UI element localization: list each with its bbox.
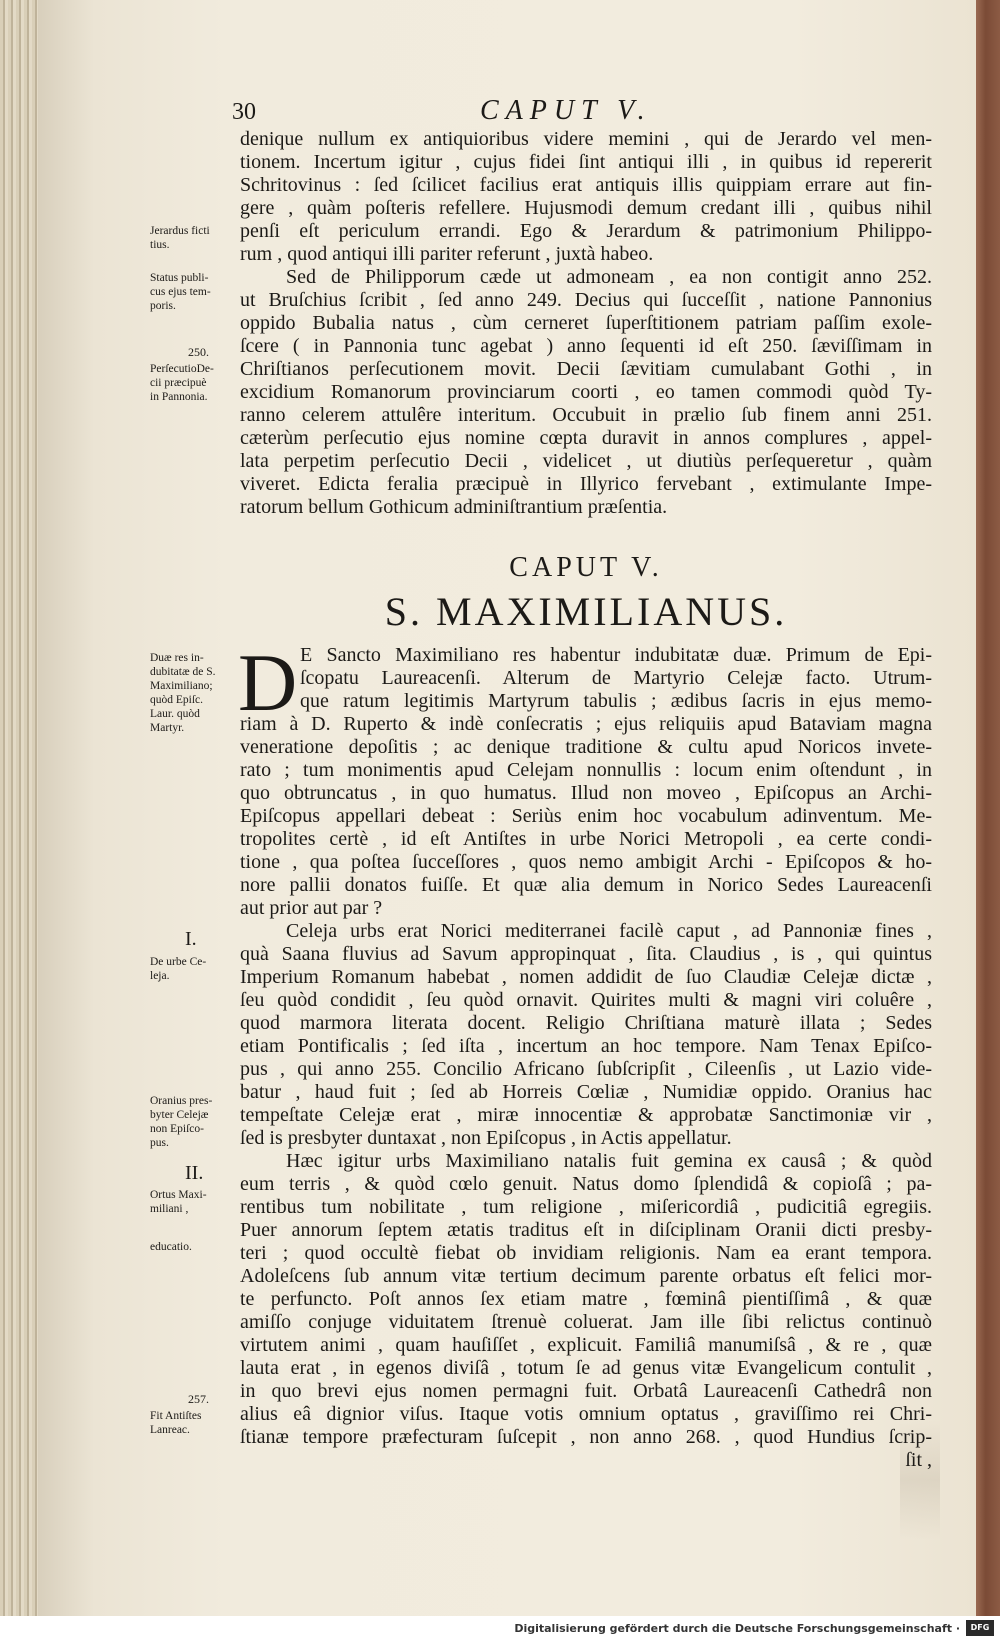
text-line: alius eâ dignior viſus. Itaque votis omnium optatus , graviſſimo rei Chri- — [240, 1403, 932, 1425]
text-line: rum , quod antiqui illi pariter referunt , juxtà habeo. — [240, 243, 654, 265]
text-line: ſtianæ tempore præfecturam ſuſcepit , non anno 268. , quod Hundius ſcrip- — [240, 1426, 932, 1448]
margin-note-line: Lanreac. — [150, 1424, 190, 1436]
text-line: virtutem animi , quam hauſiſſet , explicuit. Familiâ manumiſsâ , & re , quæ — [240, 1334, 932, 1356]
text-line: batur , haud fuit ; ſed ab Horreis Cœliæ , Numidiæ oppido. Oranius hac — [240, 1081, 932, 1103]
margin-note-line: Jerardus ficti — [150, 225, 210, 237]
text-line: que ratum legitimis Martyrum tabulis ; ædibus ſacris in ejus memo- — [300, 690, 932, 712]
text-line: Sed de Philipporum cæde ut admoneam , ea non contigit anno 252. — [286, 266, 932, 288]
margin-note-line: cii præcipuè — [150, 377, 207, 389]
text-line: ſcere ( in Pannonia tunc agebat ) anno ſequenti id eſt 250. ſæviſſimam in — [240, 335, 932, 357]
margin-note-line: quòd Epiſc. — [150, 694, 204, 706]
text-line: oppido Bubalia natus , cùm cerneret ſuperſtitionem patriam paſſim exole- — [240, 312, 932, 334]
margin-note-line: non Epiſco- — [150, 1123, 204, 1135]
margin-note-antistes — [150, 1409, 234, 1437]
margin-note-duae-res — [150, 651, 234, 735]
text-line: Imperium Romanum habebat , nomen addidit de ſuo Claudiæ Celejæ dictæ , — [240, 966, 932, 988]
text-line: excidium Romanorum provinciarum coorti , eo tamen commodi quòd Ty- — [240, 381, 932, 403]
margin-note-line: Duæ res in- — [150, 652, 204, 664]
margin-note-line: Status publi- — [150, 272, 209, 284]
text-line: Hæc igitur urbs Maximiliano natalis fuit gemina ex causâ ; & quòd — [286, 1150, 932, 1172]
text-line: veneratione depoſitis ; ac denique traditione & cultu apud Noricos invete- — [240, 736, 932, 758]
text-line: Puer annorum ſeptem ætatis traditus eſt in diſciplinam Oranii dicti presby- — [240, 1219, 932, 1241]
text-line: tione , qua poſtea ſucceſſores , quos nemo ambigit Archi - Epiſcopos & ho- — [240, 851, 932, 873]
text-line: tionem. Incertum igitur , cujus fidei ſint antiqui illi , in quibus id repererit — [240, 151, 932, 173]
text-line: quod marmora literata docent. Religio Chriſtiana maturè illata ; Sedes — [240, 1012, 932, 1034]
margin-note-line: pus. — [150, 1137, 169, 1149]
margin-note-de-urbe — [150, 955, 234, 983]
text-line: aut prior aut par ? — [240, 897, 383, 919]
margin-note-line: Martyr. — [150, 722, 185, 734]
margin-note-ortus — [150, 1188, 234, 1216]
text-line: ſed is presbyter duntaxat , non Epiſcopus , in Actis appellatur. — [240, 1127, 732, 1149]
digitization-footer — [0, 1616, 1000, 1642]
footer-credit: Digitalisierung gefördert durch die Deutsche Forschungsgemeinschaft · — [514, 1622, 960, 1635]
margin-note-jerardus — [150, 224, 234, 252]
margin-note-persecutio — [150, 362, 234, 404]
text-line: cæterùm perſecutio ejus nomine cœpta duravit in annos complures , appel- — [240, 427, 932, 449]
text-line: te perfuncto. Poſt annos ſex etiam matre , fœminâ pientiſſimâ , & quæ — [240, 1288, 932, 1310]
text-line: ranno celerem attulêre interitum. Occubuit in prælio ſub finem anni 251. — [240, 404, 932, 426]
margin-note-line: leja. — [150, 970, 170, 982]
margin-note-line: PerſecutioDe- — [150, 363, 214, 375]
text-line: Adoleſcens ſub annum vitæ tertium decimum parente orbatus eſt felici mor- — [240, 1265, 932, 1287]
margin-note-line: Laur. quòd — [150, 708, 200, 720]
text-line: nore pallii donatos fuiſſe. Et quæ alia demum in Norico Sedes Laureacenſi — [240, 874, 932, 896]
text-line: riam à D. Ruperto & indè conſecratis ; ejus reliquiis apud Bataviam magna — [240, 713, 932, 735]
text-line: amiſſo conjuge viduitatem ſtrenuè coluerat. Jam ille ſibi relictus continuò — [240, 1311, 932, 1333]
margin-note-line: cus ejus tem- — [150, 286, 211, 298]
text-line: ſcopatu Laureacenſi. Alterum de Martyrio Celejæ facto. Utrum- — [300, 667, 932, 689]
margin-note-oranius — [150, 1094, 234, 1150]
text-line: viveret. Edicta feralia præcipuè in Illyrico fervebant , extimulante Impe- — [240, 473, 932, 495]
text-line: Schritovinus : ſed ſcilicet facilius erat antiquis illis quippiam errare aut fin- — [240, 174, 932, 196]
section-number-2: II. — [185, 1162, 204, 1184]
margin-note-line: Oranius pres- — [150, 1095, 213, 1107]
top-text-block — [240, 128, 932, 519]
margin-note-line: De urbe Ce- — [150, 956, 207, 968]
text-line: E Sancto Maximiliano res habentur indubitatæ duæ. Primum de Epi- — [300, 644, 932, 666]
margin-note-line: poris. — [150, 300, 176, 312]
text-line: ſeu quòd condidit , ſeu quòd ornavit. Quirites multi & magni viri coluêre , — [240, 989, 932, 1011]
text-line: in quo brevi ejus nomen permagni fuit. Orbatâ Laureacenſi Cathedrâ non — [240, 1380, 932, 1402]
text-line: teri ; quod occultè fiebat ob invidiam religionis. Nam ea erant tempora. — [240, 1242, 932, 1264]
margin-note-line: byter Celejæ — [150, 1109, 209, 1121]
drop-cap: D — [238, 637, 298, 728]
text-line: ratorum bellum Gothicum adminiſtrantium præſentia. — [240, 496, 668, 518]
chapter-title: S. MAXIMILIANUS. — [384, 589, 788, 634]
text-line: pus , qui anno 255. Concilio Africano ſubſcripſit , Cileenſis , ut Lazio vide- — [240, 1058, 932, 1080]
text-line: Celeja urbs erat Norici mediterranei facilè caput , ad Pannoniæ fines , — [286, 920, 932, 942]
dfg-logo: DFG — [966, 1620, 994, 1636]
text-line: ſit , — [905, 1449, 932, 1471]
margin-year-257: 257. — [188, 1392, 209, 1406]
text-line: rentibus tum nobilitate , tum religione , miſericordiâ , pudicitiâ egregiis. — [240, 1196, 932, 1218]
margin-note-line: Maximiliano; — [150, 680, 213, 692]
text-line: tempeſtate Celejæ erat , miræ innocentiæ & approbatæ Sanctimoniæ vir , — [240, 1104, 932, 1126]
text-line: quo obtruncatus , in quo humatus. Illud non moveo , Epiſcopus an Archi- — [240, 782, 932, 804]
text-line: eum terris , & quòd cœlo genuit. Natus domo ſplendidâ & copioſâ ; pa- — [240, 1173, 932, 1195]
section-number-1: I. — [185, 928, 197, 950]
margin-note-line: dubitatæ de S. — [150, 666, 216, 678]
text-line: lauta erat , in egenos diviſâ , totum ſe ad genus vitæ Evangelicum contulit , — [240, 1357, 932, 1379]
page-number: 30 — [232, 99, 256, 125]
text-line: etiam Pontificalis ; ſed iſta , incertum an hoc tempore. Nam Tenax Epiſco- — [240, 1035, 932, 1057]
margin-note-educatio: educatio. — [150, 1241, 192, 1253]
text-line: rato ; tum monimentis apud Celejam nonnullis : locum enim oſtendunt , in — [240, 759, 932, 781]
running-head: CAPUT V. — [480, 95, 652, 126]
text-line: Chriſtianos perſecutionem movit. Decii ſævitiam cumulabant Gothi , in — [240, 358, 932, 380]
text-line: ut Bruſchius ſcribit , ſed anno 249. Decius qui ſucceſſit , natione Pannonius — [240, 289, 932, 311]
text-line: tropolites certè , id eſt Antiſtes in urbe Norici Metropoli , ea certe condi- — [240, 828, 932, 850]
text-line: Epiſcopus appellari debeat : Seriùs enim hoc vocabulum adinventum. Me- — [240, 805, 932, 827]
text-line: lata perpetim perſecutio Decii , videlicet , ut diutiùs perſequeretur , quàm — [240, 450, 932, 472]
margin-year-250: 250. — [188, 345, 209, 359]
margin-note-line: miliani , — [150, 1203, 189, 1215]
text-line: quà Saana fluvius ad Savum appropinquat , ſita. Claudius , is , qui quintus — [240, 943, 932, 965]
body-text-block — [238, 637, 932, 1472]
margin-note-line: in Pannonia. — [150, 391, 208, 403]
margin-note-line: Fit Antiſtes — [150, 1410, 202, 1422]
book-binding-edge — [0, 0, 40, 1616]
book-cover-edge — [976, 0, 1000, 1616]
text-line: penſi eſt periculum errandi. Ego & Jerardum & patrimonium Philippo- — [240, 220, 932, 242]
margin-note-line: Ortus Maxi- — [150, 1189, 207, 1201]
margin-note-status — [150, 271, 234, 313]
text-line: gere , quàm poſteris refellere. Hujusmodi demum credant illi , quibus nihil — [240, 197, 932, 219]
chapter-heading: CAPUT V. — [509, 552, 663, 583]
text-line: denique nullum ex antiquioribus videre memini , qui de Jerardo vel men- — [240, 128, 932, 150]
margin-note-line: tius. — [150, 239, 170, 251]
